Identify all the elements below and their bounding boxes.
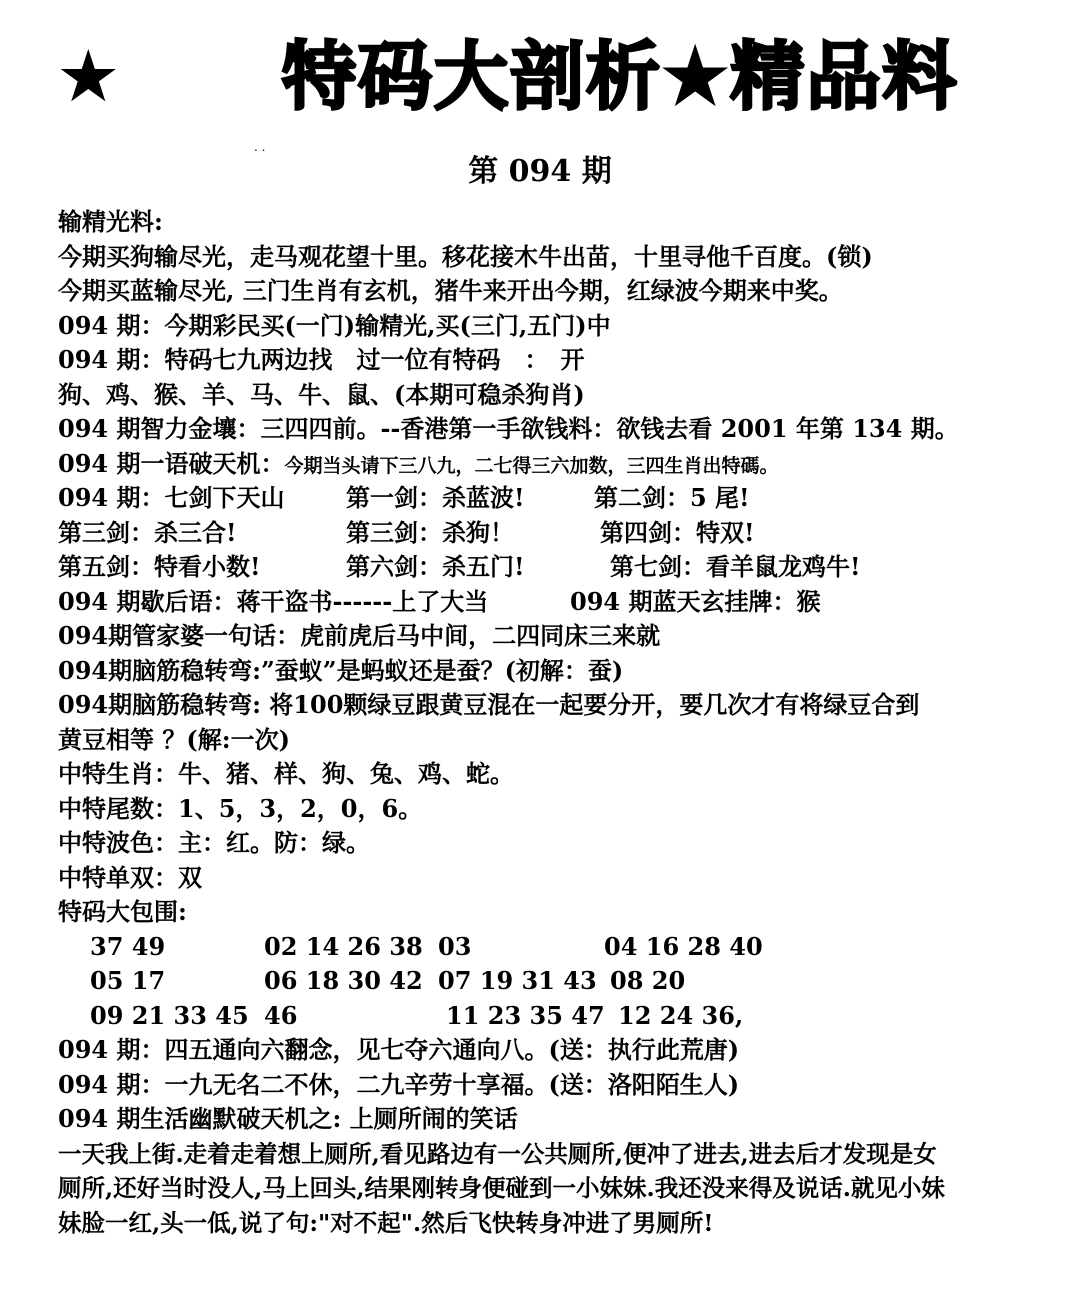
number-group: 04 16 28 40 — [604, 931, 763, 961]
line-text: 094 期歇后语：蒋干盗书------上了大当 — [58, 586, 489, 616]
text-line: 094 期：一九无名二不休，二九辛劳十享福。(送：洛阳陌生人) — [58, 1069, 740, 1099]
text-line: 中特波色：主：红。防：绿。 — [58, 828, 370, 857]
sword-row — [58, 516, 1068, 551]
line-text: 今期当头请下三八九，二七得三六加数，三四生肖出特碼。 — [284, 454, 779, 477]
text-line: 094 期：四五通向六翻念，见七夺六通向八。(送：执行此荒唐) — [58, 1035, 740, 1064]
header — [0, 28, 1080, 128]
text-line: 中特单双：双 — [58, 862, 202, 892]
text-line: 094期脑筋稳转弯:”蚕蚁”是蚂蚁还是蚕？(初解：蚕) — [58, 655, 624, 685]
line-label: 094 期一语破天机： — [58, 448, 285, 478]
number-row — [58, 999, 1068, 1034]
number-group: 07 19 31 43 — [438, 966, 597, 995]
number-group: 06 18 30 42 — [264, 966, 423, 995]
text-line: 黄豆相等 ？(解:一次) — [58, 724, 290, 754]
number-row — [58, 964, 1068, 999]
sword-item: 094 期：七剑下天山 — [58, 483, 285, 512]
star-icon: ★ — [56, 34, 121, 118]
text-line — [58, 585, 1068, 620]
text-line: 中特尾数：1、5，3，2，0，6。 — [58, 793, 423, 823]
text-line: 094期管家婆一句话：虎前虎后马中间，二四同床三来就 — [58, 621, 661, 650]
text-line: 094 期：今期彩民买(一门)输精光,买(三门,五门)中 — [58, 310, 611, 340]
text-line: 094期脑筋稳转弯: 将100颗绿豆跟黄豆混在一起要分开，要几次才有将绿豆合到 — [58, 690, 920, 719]
text-line: 厕所,还好当时没人,马上回头,结果刚转身便碰到一小妹妹.我还没来得及说话.就见小妹 — [58, 1174, 945, 1202]
number-row — [58, 930, 1068, 965]
sword-item: 第三剑：杀三合! — [58, 517, 237, 547]
text-line: 094 期：特码七九两边找 过一位有特码 ： 开 — [58, 345, 585, 374]
line-text: 094 期蓝天玄挂牌：猴 — [570, 586, 821, 616]
text-line: 一天我上街.走着走着想上厕所,看见路边有一公共厕所,便冲了进去,进去后才发现是女 — [58, 1139, 937, 1168]
sword-row — [58, 481, 1068, 516]
text-line: 输精光料: — [58, 207, 163, 236]
text-line: 今期买狗输尽光，走马观花望十里。移花接木牛出苗，十里寻他千百度。(锁) — [58, 241, 873, 271]
sword-item: 第四剑：特双! — [600, 517, 755, 547]
number-group: 02 14 26 38 — [264, 931, 423, 961]
sword-row — [58, 550, 1068, 585]
text-line — [58, 447, 1068, 482]
text-line: 今期买蓝输尽光, 三门生肖有玄机，猪牛来开出今期，红绿波今期来中奖。 — [58, 276, 843, 305]
number-group: 11 23 35 47 — [446, 1000, 605, 1030]
text-line: 中特生肖：牛、猪、样、狗、兔、鸡、蛇。 — [58, 759, 514, 788]
text-line: 094 期智力金壤：三四四前。--香港第一手欲钱料：欲钱去看 2001 年第 134 期。 — [58, 414, 959, 443]
number-group: 46 — [264, 1000, 298, 1030]
issue-number: 第 094 期 — [468, 154, 612, 189]
number-group: 08 20 — [610, 966, 686, 995]
sword-item: 第二剑：5 尾! — [594, 483, 750, 512]
dots: . . — [254, 140, 266, 154]
number-group: 05 17 — [90, 966, 166, 995]
text-line: 妹脸一红,头一低,说了句:"对不起".然后飞快转身冲进了男厕所! — [58, 1208, 714, 1237]
text-line: 094 期生活幽默破天机之: 上厕所闹的笑话 — [58, 1104, 518, 1133]
content — [58, 205, 1068, 1240]
text-line: 特码大包围: — [58, 897, 187, 926]
sword-item: 第三剑：杀狗！ — [346, 517, 514, 547]
text-line: 狗、鸡、猴、羊、马、牛、鼠、(本期可稳杀狗肖) — [58, 379, 585, 409]
sword-item: 第五剑：特看小数! — [58, 552, 261, 581]
number-group: 37 49 — [90, 931, 166, 961]
number-group: 12 24 36, — [618, 1000, 744, 1030]
sword-item: 第一剑：杀蓝波! — [346, 483, 525, 512]
sword-item: 第七剑：看羊鼠龙鸡牛! — [610, 552, 861, 581]
banner-title: 特码大剖析★精品料 — [282, 34, 959, 120]
sword-item: 第六剑：杀五门! — [346, 552, 525, 581]
number-group: 03 — [438, 931, 472, 961]
number-group: 09 21 33 45 — [90, 1000, 249, 1030]
